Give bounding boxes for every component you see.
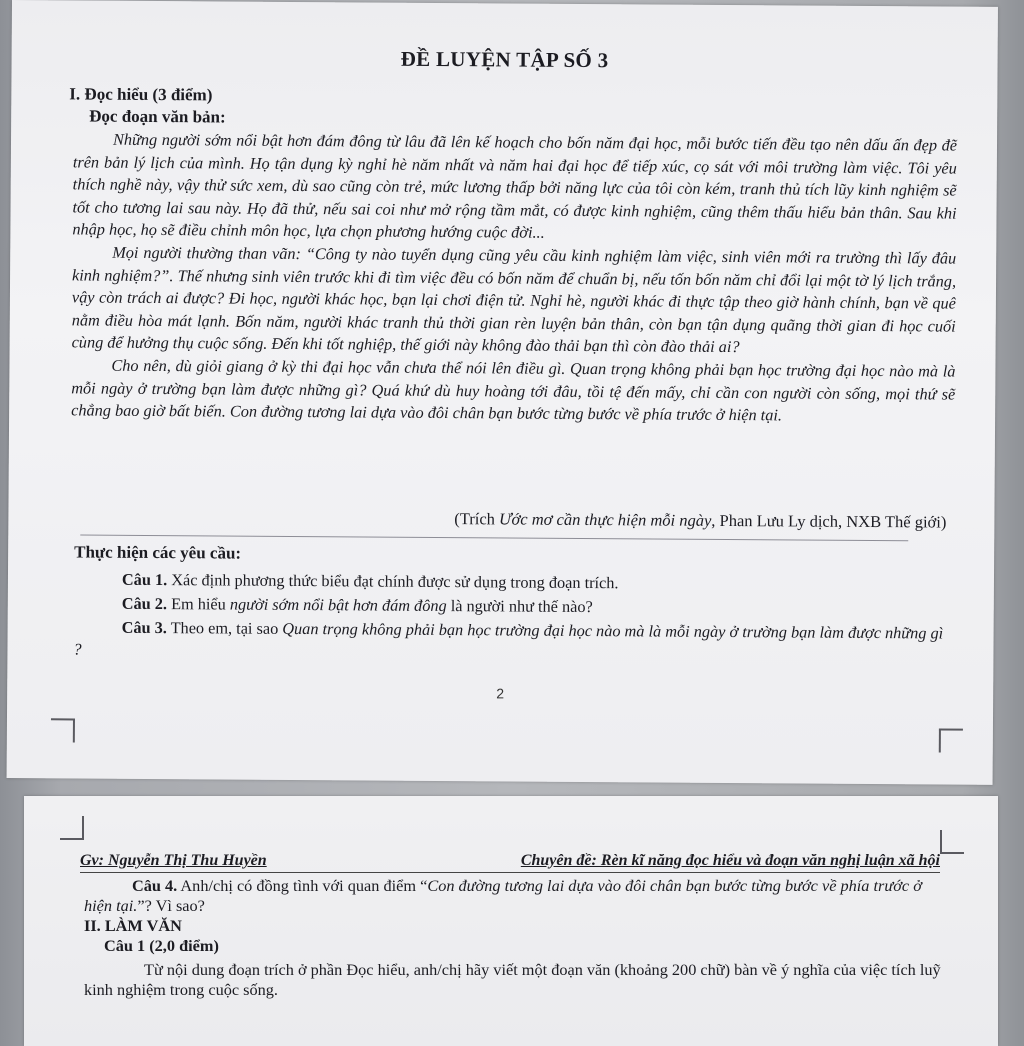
question-quote: Con đường tương lai dựa vào đôi chân bạn bước từng bước về phía trước ở hiện tại. [84, 876, 922, 915]
crop-mark-icon [940, 830, 964, 854]
question-label: Câu 4. [132, 876, 178, 895]
source-prefix: (Trích [454, 509, 500, 529]
passage-source [454, 509, 946, 532]
crop-mark-icon [51, 718, 75, 742]
question-text: Xác định phương thức biểu đạt chính được sử dụng trong đoạn trích. [171, 570, 619, 593]
passage-paragraph: Những người sớm nổi bật hơn đám đông từ lâu đã lên kế hoạch cho bốn năm đại học, mỗi bước tiến đều tạo nên dấu ấn đẹp đẽ trên bản lý lịch của mình. Họ tận dụng kỳ nghỉ hè năm nhất và năm hai đại học để tiếp xúc, cọ sát với môi trường làm việc. Tôi yêu thích nghề này, vậy thử sức xem, dù sao cũng còn trẻ, mức lương thấp bởi năng lực của tôi còn kém, tranh thủ tích lũy kinh nghiệm sẽ tốt cho tương lai sau này. Họ đã thử, nếu sai coi như mở rộng tầm mắt, có được kinh nghiệm, cũng thêm thấu hiểu bản thân. Sau khi nhập học, họ sẽ điều chỉnh môn học, lựa chọn phương hướng cuộc đời... [72, 129, 958, 243]
page-number: 2 [496, 685, 505, 702]
reading-instruction: Đọc đoạn văn bản: [89, 106, 226, 127]
section-heading-reading: I. Đọc hiểu (3 điểm) [69, 84, 213, 105]
question-text: ”? Vì sao? [137, 896, 205, 915]
crop-mark-icon [939, 728, 963, 752]
question-text: là người như thế nào? [446, 596, 593, 617]
teacher-name: Gv: Nguyễn Thị Thu Huyền [80, 852, 267, 869]
question-label: Câu 3. [121, 617, 167, 638]
question-text: Em hiểu [171, 594, 230, 614]
question-label: Câu 1. [121, 569, 168, 590]
page-header [80, 852, 940, 873]
essay-question-heading: Câu 1 (2,0 điểm) [104, 936, 219, 955]
source-book-title: Ước mơ cần thực hiện mỗi ngày [498, 509, 712, 530]
document-page-2 [24, 796, 998, 1046]
question-text: Anh/chị có đồng tình với quan điểm “ [180, 876, 428, 895]
topic-title: Chuyên đề: Rèn kĩ năng đọc hiểu và đoạn văn nghị luận xã hội [520, 852, 940, 869]
question-2 [74, 592, 954, 620]
question-1 [74, 568, 954, 596]
question-label: Câu 2. [121, 593, 168, 614]
reading-passage [71, 128, 957, 428]
question-text: Theo em, tại sao [170, 618, 283, 638]
question-quote: Quan trọng không phải bạn học trường đại học nào mà là mỗi ngày ở trường bạn làm được những gì ? [73, 618, 944, 659]
crop-mark-icon [60, 816, 84, 840]
source-suffix: , Phan Lưu Ly dịch, NXB Thế giới) [711, 510, 947, 532]
passage-paragraph: Mọi người thường than vãn: “Công ty nào tuyển dụng cũng yêu cầu kinh nghiệm làm việc, sinh viên mới ra trường thì lấy đâu kinh nghiệm?”. Thế nhưng sinh viên trước khi đi tìm việc đều có bốn năm để chuẩn bị, nếu tốn bốn năm chỉ đổi lại một tờ lý lịch trắng, vậy còn trách ai được? Đi học, người khác học, bạn lại chơi điện tử. Nghỉ hè, người khác đi thực tập theo giờ hành chính, bạn về quê nằm điều hòa mát lạnh. Bốn năm, người khác tranh thủ thời gian rèn luyện bản thân, còn bạn tận dụng quãng thời gian đi học cuối cùng để hưởng thụ cuộc sống. Đến khi tốt nghiệp, thế giới này không đào thải bạn thì còn đào thải ai? [71, 242, 957, 357]
section-heading-writing: II. LÀM VĂN [84, 916, 182, 935]
question-quote: người sớm nổi bật hơn đám đông [229, 594, 447, 616]
divider [80, 534, 908, 541]
question-4 [84, 876, 954, 916]
passage-paragraph: Cho nên, dù giỏi giang ở kỳ thi đại học vẫn chưa thể nói lên điều gì. Quan trọng không phải bạn học trường đại học nào mà là mỗi ngày ở trường bạn làm được những gì? Quá khứ dù huy hoàng tới đâu, tồi tệ đến mấy, chỉ cần con người còn sống, mọi thứ sẽ chẳng bao giờ bất biến. Con đường tương lai dựa vào đôi chân bạn bước từng bước về phía trước ở hiện tại. [71, 355, 956, 425]
document-page-1 [7, 0, 998, 785]
tasks-heading: Thực hiện các yêu cầu: [74, 542, 242, 563]
exam-title: ĐỀ LUYỆN TẬP SỐ 3 [400, 46, 609, 73]
question-3 [73, 616, 953, 666]
essay-question-text: Từ nội dung đoạn trích ở phần Đọc hiểu, anh/chị hãy viết một đoạn văn (khoảng 200 chữ) bàn về ý nghĩa của việc tích luỹ kinh nghiệm trong cuộc sống. [84, 960, 941, 999]
